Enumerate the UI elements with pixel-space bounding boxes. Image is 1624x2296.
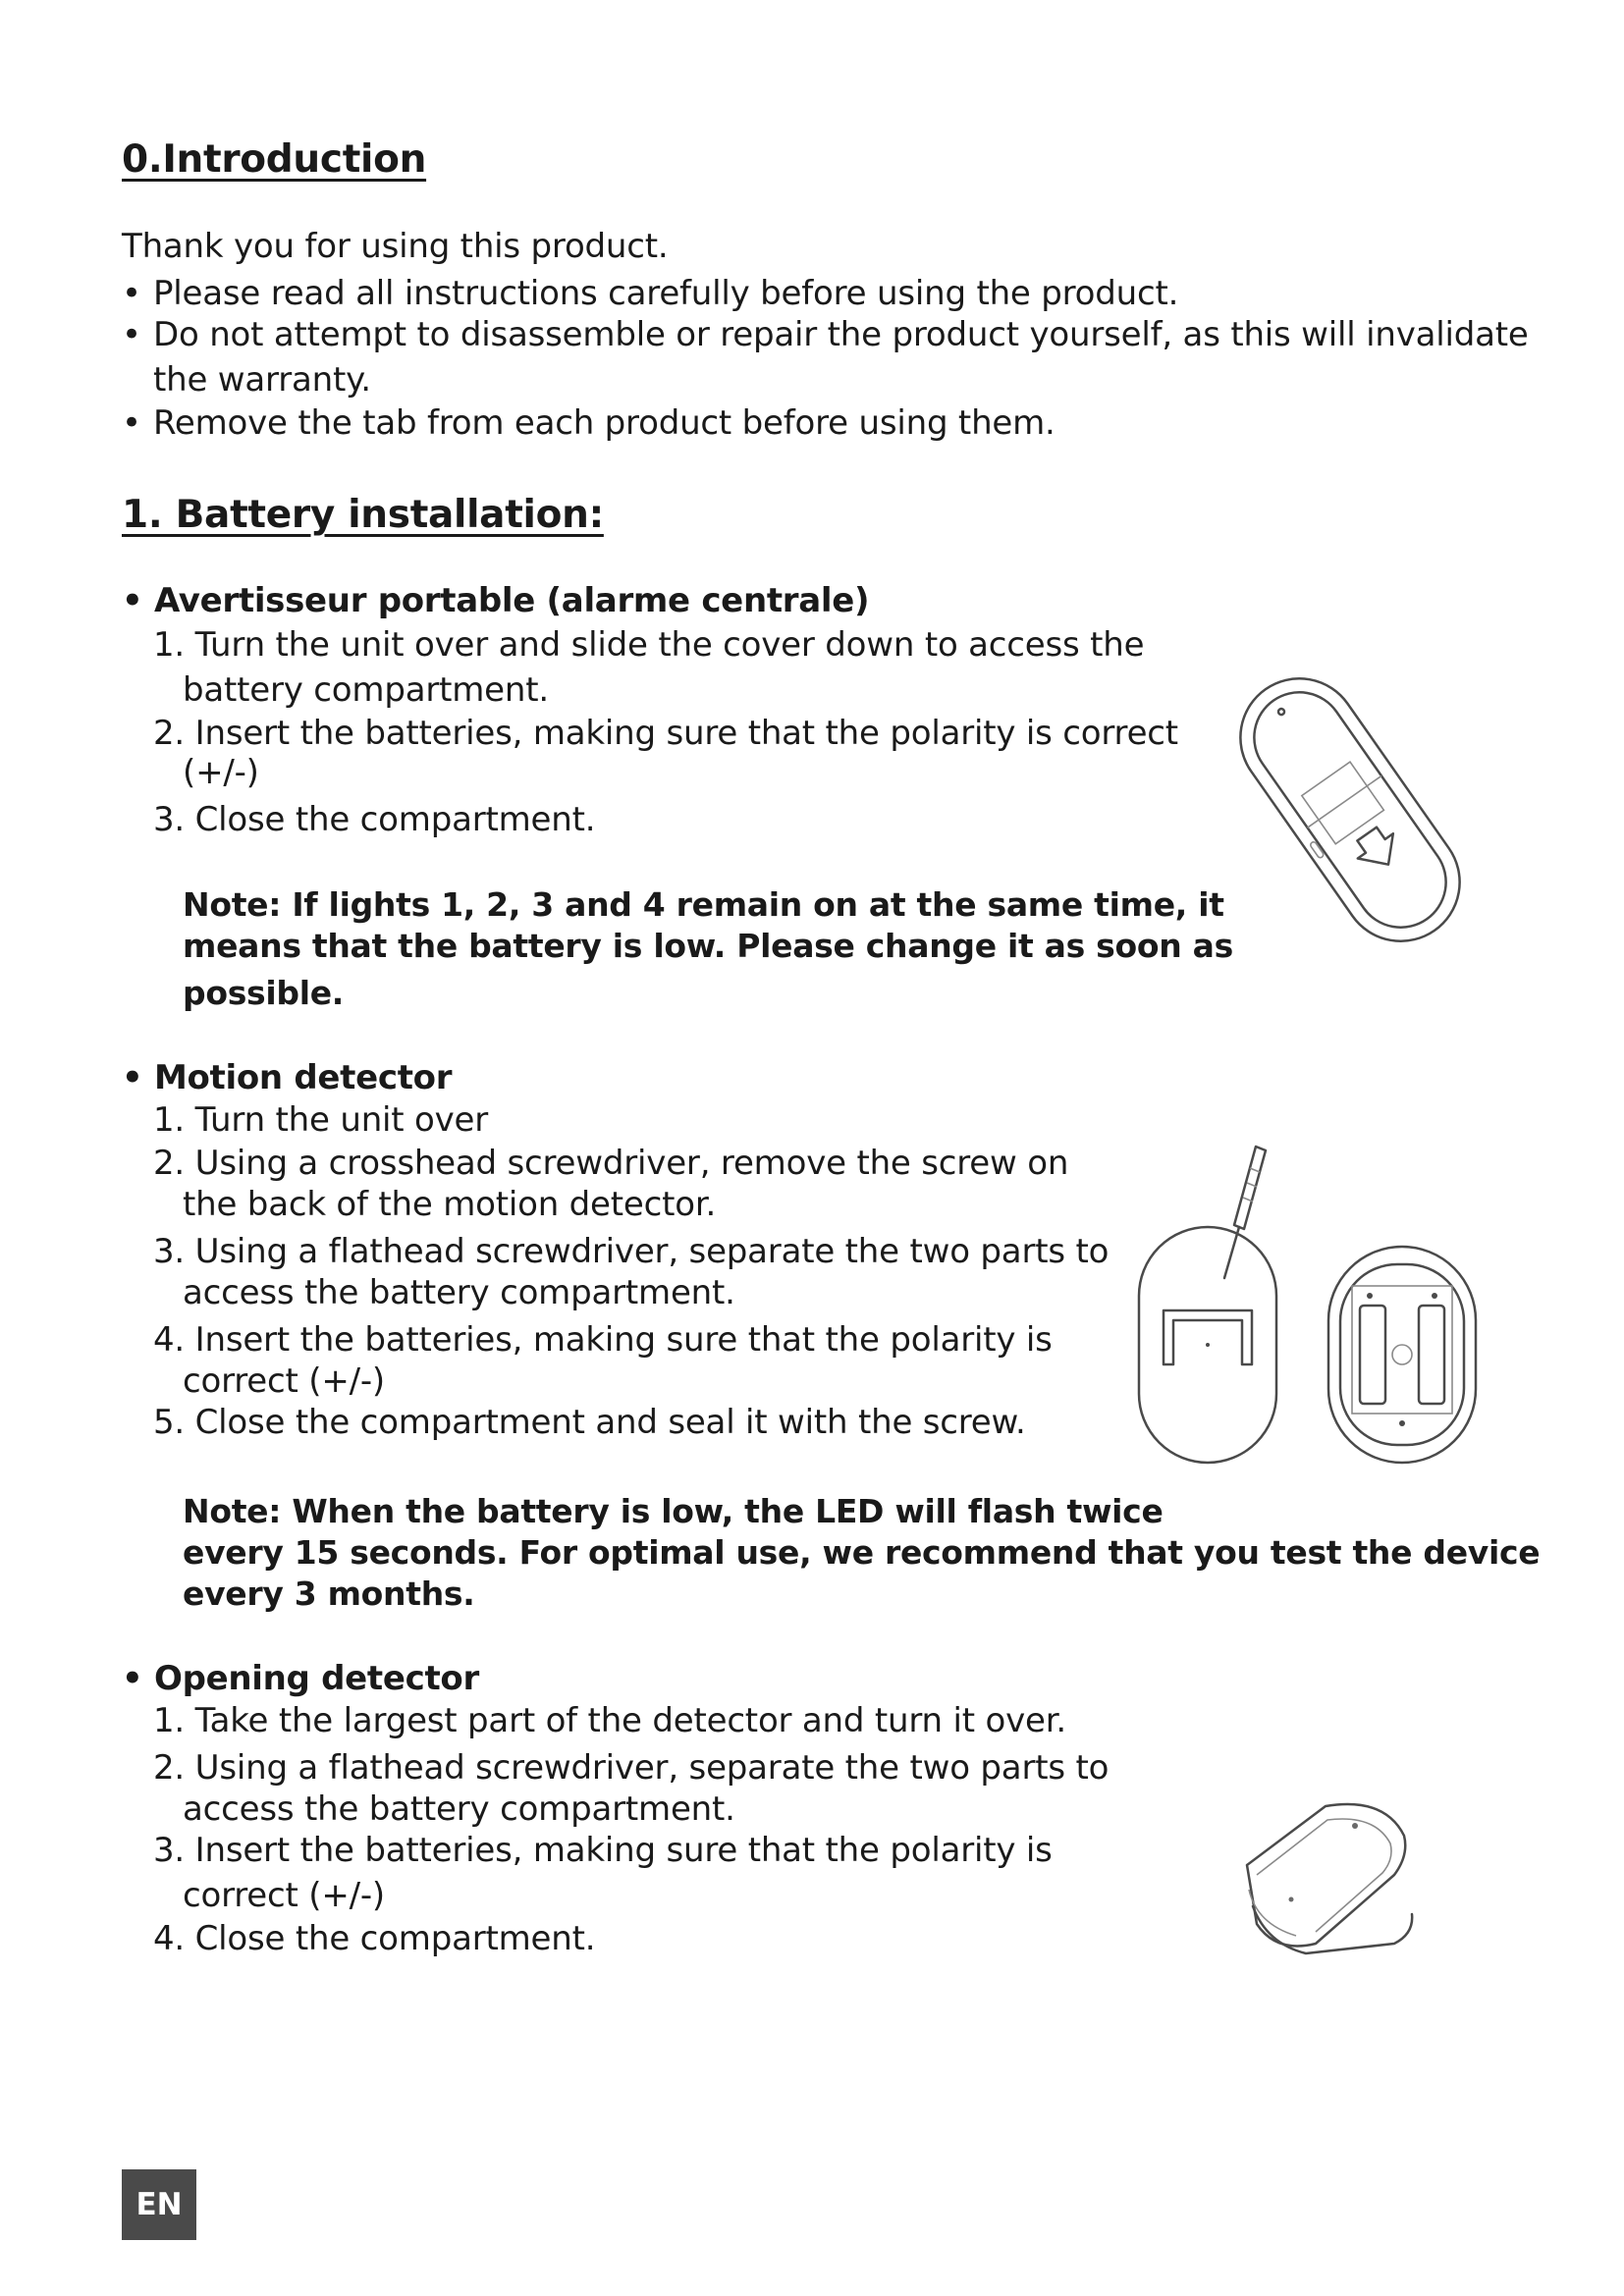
section-opening-detector-title: • Opening detector — [122, 1659, 479, 1698]
motion-step-2: 2. Using a crosshead screwdriver, remove the screw on — [153, 1144, 1069, 1183]
motion-note-line-2: every 15 seconds. For optimal use, we recommend that you test the device — [183, 1533, 1541, 1572]
motion-step-4: 4. Insert the batteries, making sure that the polarity is — [153, 1320, 1053, 1360]
section-portable-alarm-title: • Avertisseur portable (alarme centrale) — [122, 581, 870, 620]
portable-note-line-3: possible. — [183, 974, 345, 1012]
intro-bullet-2-cont: the warranty. — [153, 360, 371, 400]
screwdriver-icon — [1224, 1147, 1266, 1278]
opening-step-3-cont: correct (+/-) — [183, 1876, 385, 1915]
motion-note-line-3: every 3 months. — [183, 1575, 475, 1613]
portable-note-line-2: means that the battery is low. Please change it as soon as — [183, 927, 1233, 965]
intro-thanks: Thank you for using this product. — [122, 227, 669, 266]
motion-detector-illustration — [1134, 1139, 1488, 1472]
portable-alarm-illustration — [1203, 653, 1497, 967]
intro-bullet-1: • Please read all instructions carefully before using the product. — [122, 274, 1179, 313]
portable-note-line-1: Note: If lights 1, 2, 3 and 4 remain on at the same time, it — [183, 885, 1224, 924]
motion-step-2-cont: the back of the motion detector. — [183, 1185, 717, 1224]
portable-step-1: 1. Turn the unit over and slide the cover down to access the — [153, 625, 1145, 665]
opening-detector-illustration — [1237, 1796, 1434, 1973]
portable-step-1-cont: battery compartment. — [183, 670, 549, 710]
motion-step-4-cont: correct (+/-) — [183, 1362, 385, 1401]
motion-step-1: 1. Turn the unit over — [153, 1100, 489, 1140]
portable-step-3: 3. Close the compartment. — [153, 800, 596, 839]
intro-heading: 0.Introduction — [122, 137, 427, 182]
opening-step-2: 2. Using a flathead screwdriver, separate the two parts to — [153, 1748, 1110, 1788]
motion-step-5: 5. Close the compartment and seal it with the screw. — [153, 1403, 1026, 1442]
intro-bullet-2: • Do not attempt to disassemble or repair the product yourself, as this will invalidate — [122, 315, 1529, 354]
portable-step-2: 2. Insert the batteries, making sure that the polarity is correct — [153, 714, 1178, 753]
opening-step-1: 1. Take the largest part of the detector and turn it over. — [153, 1701, 1067, 1740]
opening-step-3: 3. Insert the batteries, making sure that the polarity is — [153, 1831, 1053, 1870]
language-tab: EN — [122, 2169, 196, 2240]
intro-bullet-3: • Remove the tab from each product before using them. — [122, 403, 1056, 443]
opening-step-4: 4. Close the compartment. — [153, 1919, 596, 1958]
section-motion-detector-title: • Motion detector — [122, 1058, 453, 1097]
motion-step-3: 3. Using a flathead screwdriver, separate the two parts to — [153, 1232, 1110, 1271]
opening-step-2-cont: access the battery compartment. — [183, 1789, 735, 1829]
battery-heading: 1. Battery installation: — [122, 493, 604, 537]
motion-step-3-cont: access the battery compartment. — [183, 1273, 735, 1312]
motion-note-line-1: Note: When the battery is low, the LED will flash twice — [183, 1492, 1164, 1530]
portable-step-2-cont: (+/-) — [183, 753, 259, 792]
